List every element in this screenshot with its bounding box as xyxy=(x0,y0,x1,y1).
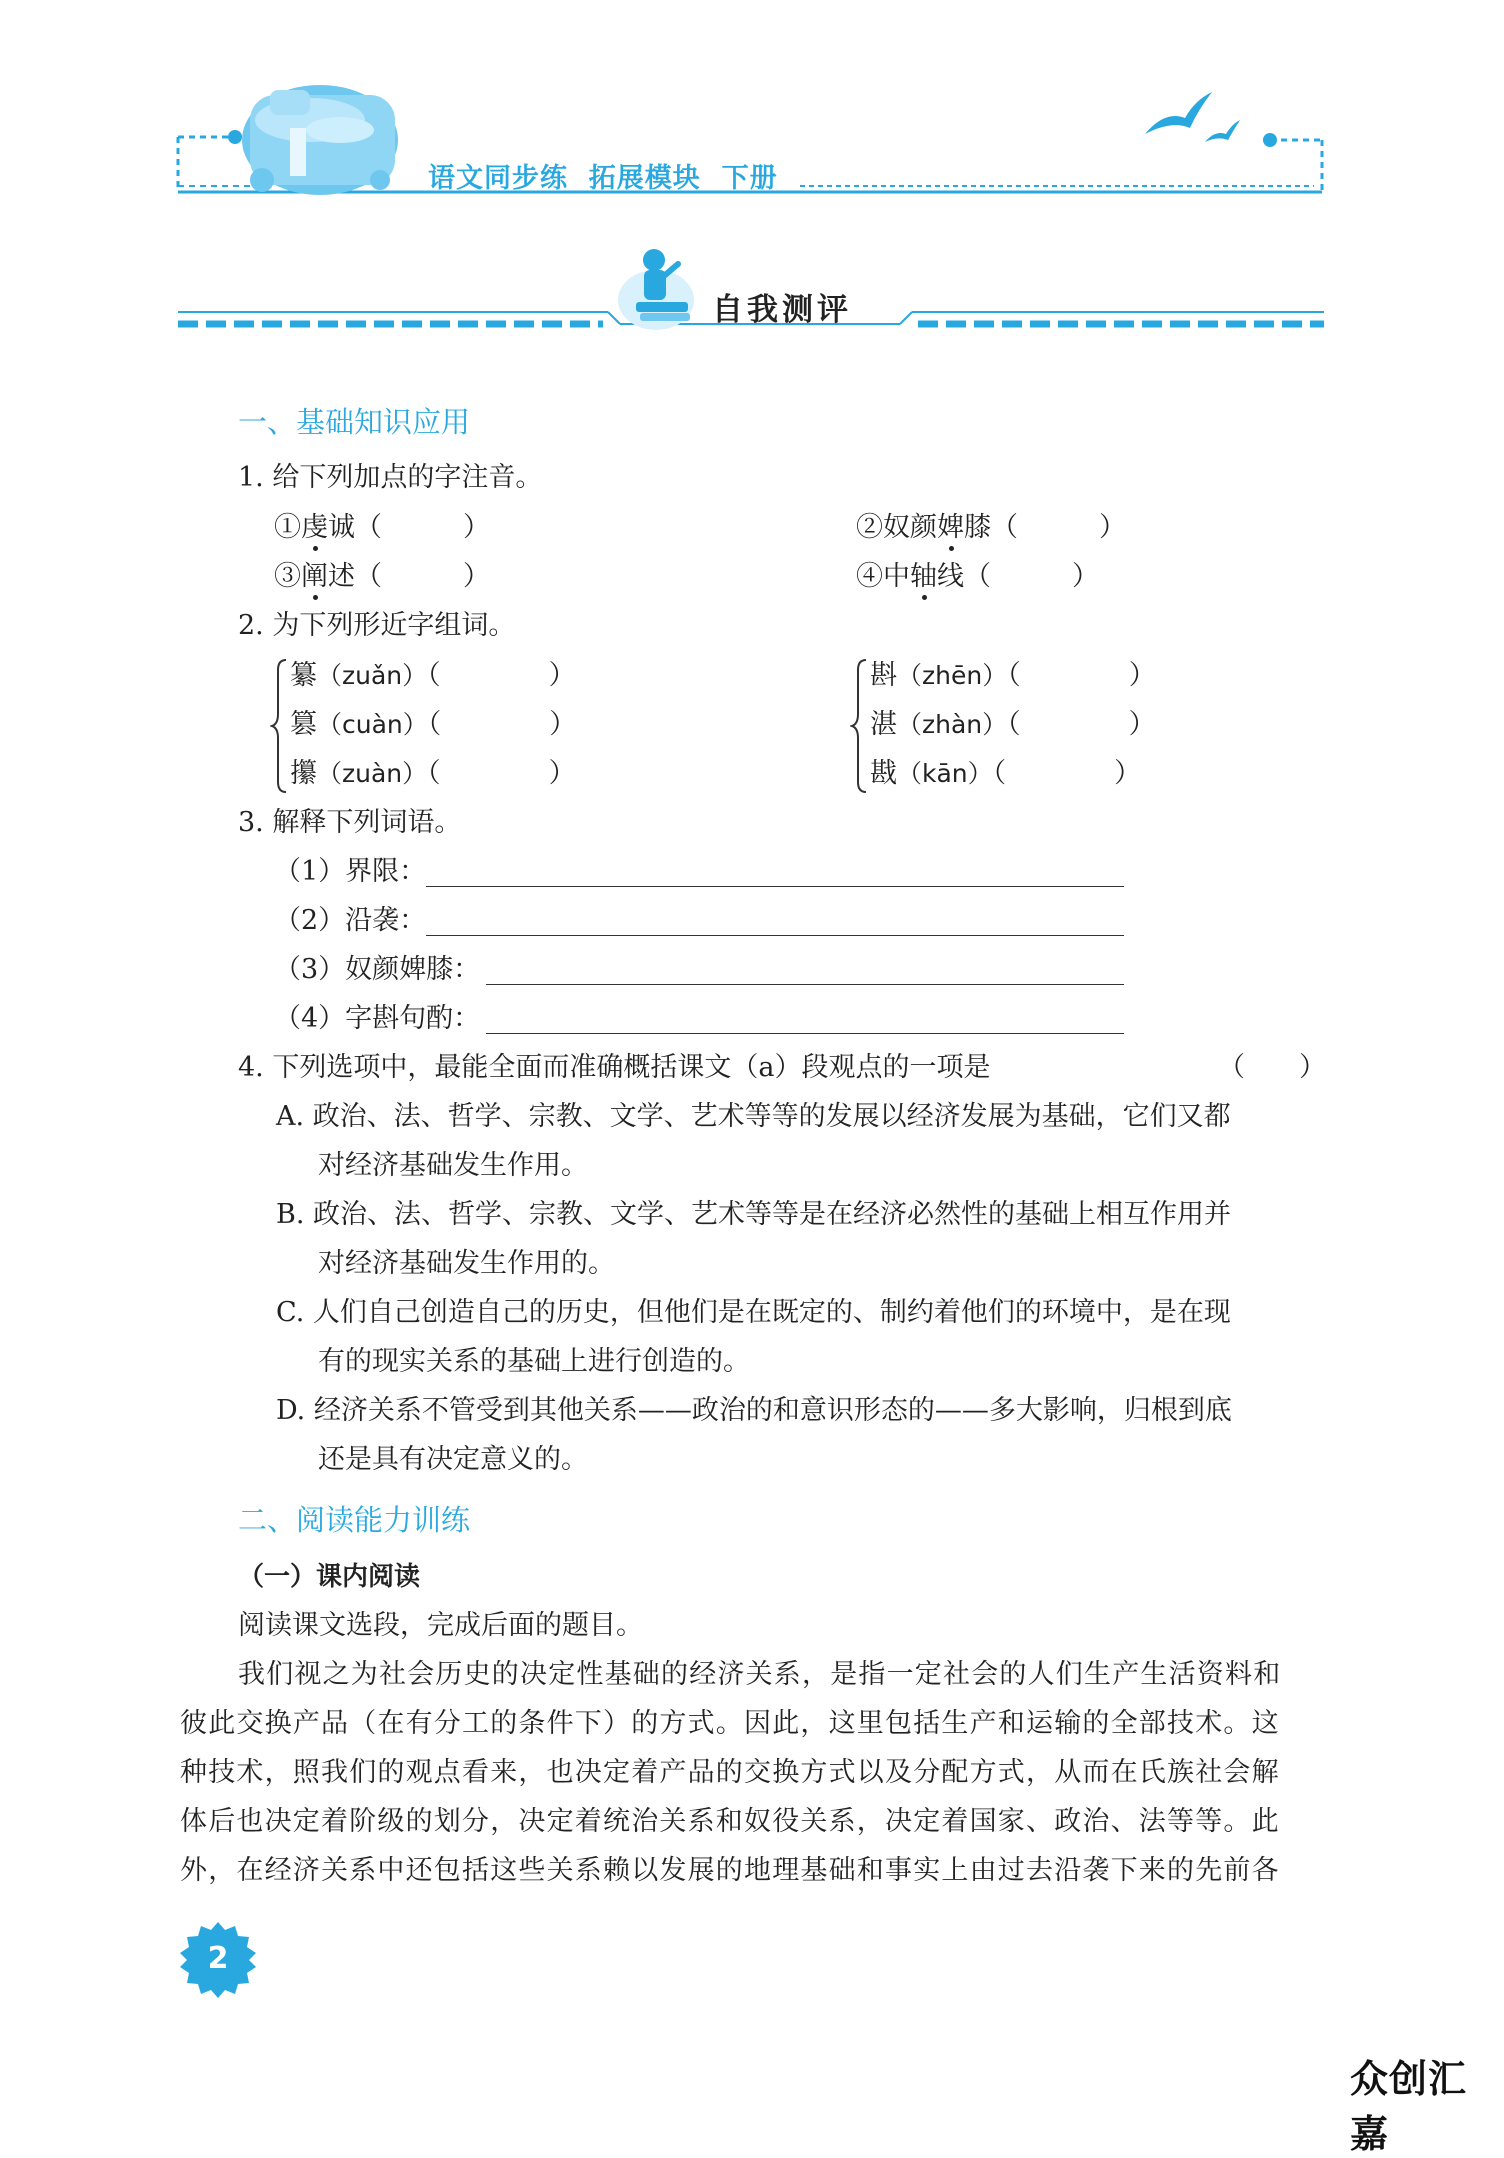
answer-blank[interactable]: （ ） xyxy=(427,709,577,740)
q4-prompt: 4. 下列选项中，最能全面而准确概括课文（a）段观点的一项是 xyxy=(238,1052,991,1083)
q4-option-a: A. 政治、法、哲学、宗教、文学、艺术等等的发展以经济发展为基础，它们又都 xyxy=(276,1101,1231,1132)
q4-option-b: B. 政治、法、哲学、宗教、文学、艺术等等是在经济必然性的基础上相互作用并 xyxy=(276,1199,1232,1230)
q2-left-1: 纂（zuǎn）（ ） xyxy=(290,660,576,691)
part1-heading: 一、基础知识应用 xyxy=(238,405,471,439)
answer-blank[interactable]: （ ） xyxy=(991,512,1126,543)
answer-line[interactable] xyxy=(426,935,1124,936)
q3-item-1: （1）界限： xyxy=(274,856,427,887)
part2-heading: 二、阅读能力训练 xyxy=(238,1503,471,1537)
q3-item-3: （3）奴颜婢膝： xyxy=(274,954,481,985)
passage-line: 彼此交换产品（在有分工的条件下）的方式。因此，这里包括生产和运输的全部技术。这 xyxy=(180,1708,1280,1739)
q4-option-c: C. 人们自己创造自己的历史，但他们是在既定的、制约着他们的环境中，是在现 xyxy=(276,1297,1231,1328)
answer-blank[interactable]: （ ） xyxy=(964,561,1099,592)
answer-blank[interactable]: （ ） xyxy=(355,512,490,543)
self-assessment-title: 自我测评 xyxy=(712,292,852,328)
birds-icon xyxy=(1145,92,1240,142)
q3-item-2: （2）沿袭： xyxy=(274,905,427,936)
left-brace-icon xyxy=(270,656,290,796)
right-group-brace-icon xyxy=(850,656,870,796)
answer-line[interactable] xyxy=(426,886,1124,887)
passage-line: 种技术，照我们的观点看来，也决定着产品的交换方式以及分配方式，从而在氏族社会解 xyxy=(180,1757,1280,1788)
mushroom-house-illustration xyxy=(242,85,398,195)
q2-left-2: 篡（cuàn）（ ） xyxy=(290,709,577,740)
answer-blank[interactable]: （ ） xyxy=(355,561,490,592)
q1-item-2: ②奴颜婢膝（ ） xyxy=(856,512,1126,543)
q4-option-a-cont: 对经济基础发生作用。 xyxy=(318,1150,588,1181)
answer-blank[interactable]: （ ） xyxy=(1007,660,1156,691)
q1-item-1: ①虔诚（ ） xyxy=(274,512,490,543)
q3-prompt: 3. 解释下列词语。 xyxy=(238,807,462,838)
answer-blank[interactable]: （ ） xyxy=(1007,709,1156,740)
part2-subheading: （一）课内阅读 xyxy=(238,1562,421,1592)
passage-line: 外，在经济关系中还包括这些关系赖以发展的地理基础和事实上由过去沿袭下来的先前各 xyxy=(180,1855,1280,1886)
book-title: 语文同步练 拓展模块 下册 xyxy=(428,163,778,194)
answer-line[interactable] xyxy=(486,984,1124,985)
q1-prompt: 1. 给下列加点的字注音。 xyxy=(238,462,543,493)
reading-passage xyxy=(180,1650,1322,1895)
reader-icon xyxy=(618,249,694,330)
q1-item-4: ④中轴线（ ） xyxy=(856,561,1099,592)
q1-item-3: ③阐述（ ） xyxy=(274,561,490,592)
q3-item-4: （4）字斟句酌： xyxy=(274,1003,481,1034)
q2-prompt: 2. 为下列形近字组词。 xyxy=(238,610,516,641)
q2-right-2: 湛（zhàn）（ ） xyxy=(870,709,1156,740)
q2-right-1: 斟（zhēn）（ ） xyxy=(870,660,1156,691)
passage-line: 我们视之为社会历史的决定性基础的经济关系，是指一定社会的人们生产生活资料和 xyxy=(238,1659,1282,1690)
answer-blank[interactable]: （ ） xyxy=(427,660,576,691)
answer-blank[interactable]: （ ） xyxy=(427,758,576,789)
q4-option-d: D. 经济关系不管受到其他关系——政治的和意识形态的——多大影响，归根到底 xyxy=(276,1395,1232,1426)
q4-answer-blank[interactable]: （ ） xyxy=(1218,1052,1326,1083)
watermark: 众创汇嘉 xyxy=(1350,2057,1468,2156)
part2-instruction: 阅读课文选段，完成后面的题目。 xyxy=(238,1610,643,1641)
q4-option-b-cont: 对经济基础发生作用的。 xyxy=(318,1248,615,1279)
answer-blank[interactable]: （ ） xyxy=(992,758,1142,789)
page-number: 2 xyxy=(207,1941,229,1976)
q2-right-3: 戡（kān）（ ） xyxy=(870,758,1142,789)
q4-option-c-cont: 有的现实关系的基础上进行创造的。 xyxy=(318,1346,750,1377)
q2-left-3: 攥（zuàn）（ ） xyxy=(290,758,576,789)
answer-line[interactable] xyxy=(486,1033,1124,1034)
passage-line: 体后也决定着阶级的划分，决定着统治关系和奴役关系，决定着国家、政治、法等等。此 xyxy=(180,1806,1280,1837)
q4-option-d-cont: 还是具有决定意义的。 xyxy=(318,1444,588,1475)
